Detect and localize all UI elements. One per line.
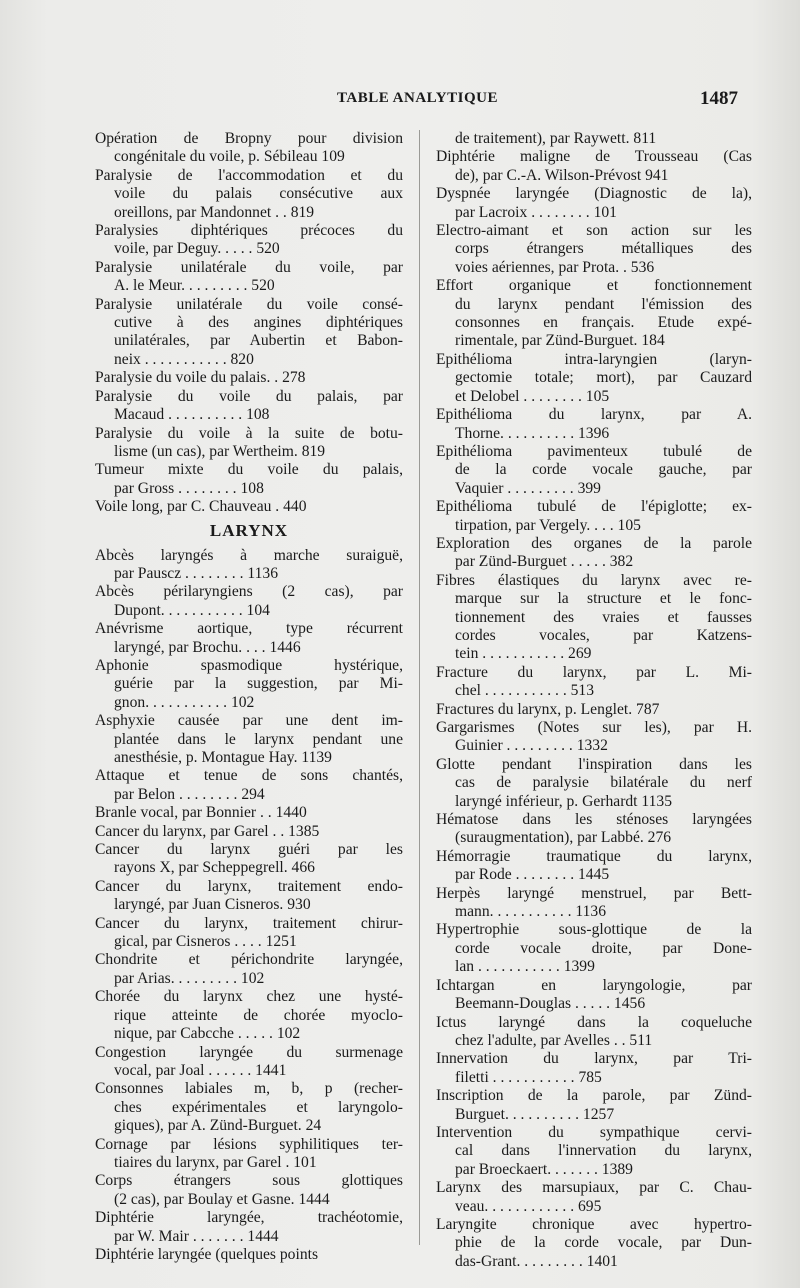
entry-continuation-line: Dupont. . . . . . . . . . . 104 [114, 601, 270, 619]
index-entry [95, 988, 403, 1043]
left-entries-after [95, 547, 403, 1265]
entry-continuation-line: cordes vocales, par Katzens- [455, 626, 752, 644]
entry-continuation-line: Burguet. . . . . . . . . . 1257 [455, 1105, 615, 1123]
index-entry [95, 804, 403, 822]
entry-continuation-line: par Broeckaert. . . . . . . 1389 [455, 1160, 633, 1178]
index-entry [95, 498, 403, 516]
entry-heading-line: Paralysies diphtériques précoces du [95, 222, 403, 240]
entry-continuation-line: tein . . . . . . . . . . . 269 [455, 645, 592, 663]
entry-heading-line: Ictus laryngé dans la coqueluche [436, 1013, 752, 1031]
index-entry [95, 259, 403, 296]
index-entry [436, 535, 752, 572]
entry-continuation-line: giques), par A. Zünd-Burguet. 24 [114, 1117, 322, 1135]
entry-heading-line: Abcès laryngés à marche suraiguë, [95, 546, 403, 564]
entry-heading-line: Cancer du larynx guéri par les [95, 841, 403, 859]
entry-heading-line: Diphtérie laryngée (quelques points [95, 1245, 319, 1263]
index-entry [95, 425, 403, 462]
entry-continuation-line: Thorne. . . . . . . . . . 1396 [455, 424, 610, 442]
index-entry [95, 1172, 403, 1209]
entry-heading-line: Paralysie du voile du palais, par [95, 387, 403, 405]
entry-continuation-line: filetti . . . . . . . . . . . 785 [455, 1068, 602, 1086]
index-entry [95, 369, 403, 387]
index-entry [95, 878, 403, 915]
entry-continuation-line: gectomie totale; mort), par Cauzard [455, 369, 752, 387]
entry-continuation-line: chel . . . . . . . . . . . 513 [455, 682, 595, 700]
entry-heading-line: Congestion laryngée du surmenage [95, 1043, 403, 1061]
entry-heading-line: Tumeur mixte du voile du palais, [95, 461, 403, 479]
entry-continuation-line: congénitale du voile, p. Sébileau 109 [114, 148, 345, 166]
entry-continuation-line: gical, par Cisneros . . . . 1251 [114, 933, 297, 951]
index-entry [436, 701, 752, 719]
index-entry [95, 167, 403, 222]
entry-heading-line: Intervention du sympathique cervi- [436, 1123, 752, 1141]
entry-heading-line: Ichtargan en laryngologie, par [436, 976, 752, 994]
entry-continuation-line: phie de la corde vocale, par Dun- [455, 1234, 752, 1252]
entry-heading-line: Asphyxie causée par une dent im- [95, 712, 403, 730]
entry-continuation-line: cal dans l'innervation du larynx, [455, 1142, 752, 1160]
entry-continuation-line: voile du palais consécutive aux [114, 185, 403, 203]
entry-continuation-line: cas de paralysie bilatérale du nerf [455, 774, 752, 792]
running-title: TABLE ANALYTIQUE [337, 90, 498, 106]
entry-heading-line: Paralysie unilatérale du voile consé- [95, 295, 403, 313]
entry-continuation-line: rique atteinte de chorée myoclo- [114, 1006, 403, 1024]
index-entry [95, 823, 403, 841]
entry-continuation-line: anesthésie, p. Montague Hay. 1139 [114, 749, 332, 766]
entry-heading-line: Hématose dans les sténoses laryngées [436, 811, 752, 829]
index-entry [436, 664, 752, 701]
entry-continuation-line: par Gross . . . . . . . . 108 [114, 479, 264, 497]
entry-continuation-line: consonnes en français. Etude expé- [455, 314, 752, 332]
entry-continuation-line: voies aériennes, par Prota. . 536 [455, 258, 655, 276]
entry-continuation-line: marque sur la structure et le fonc- [455, 590, 752, 608]
index-entry [95, 547, 403, 584]
entry-heading-line: Diphtérie laryngée, trachéotomie, [95, 1209, 403, 1227]
entry-heading-line: Epithélioma du larynx, par A. [436, 406, 752, 424]
entry-heading-line: Corps étrangers sous glottiques [95, 1172, 403, 1190]
index-entry [436, 1050, 752, 1087]
entry-continuation-line: du larynx pendant l'émission des [455, 295, 752, 313]
entry-heading-line: Fractures du larynx, p. Lenglet. 787 [436, 700, 660, 718]
entry-heading-line: Glotte pendant l'inspiration dans les [436, 755, 752, 773]
index-entry [436, 885, 752, 922]
entry-heading-line: Fibres élastiques du larynx avec re- [436, 571, 752, 589]
entry-continuation-line: tionnement des vraies et fausses [455, 608, 752, 626]
entry-heading-line: Epithélioma pavimenteux tubulé de [436, 442, 752, 460]
entry-continuation-line: par Arias. . . . . . . . . 102 [114, 969, 265, 987]
entry-continuation-line: tiaires du larynx, par Garel . 101 [114, 1153, 317, 1171]
entry-continuation-line: lan . . . . . . . . . . . 1399 [455, 958, 595, 976]
index-entry [436, 1087, 752, 1124]
entry-continuation-line: de), par C.-A. Wilson-Prévost 941 [455, 166, 669, 184]
index-entry [95, 620, 403, 657]
entry-heading-line: Chorée du larynx chez une hysté- [95, 988, 403, 1006]
entry-continuation-line: A. le Meur. . . . . . . . . 520 [114, 277, 275, 295]
left-entries-before [95, 130, 403, 517]
entry-continuation-line: voile, par Deguy. . . . . 520 [114, 240, 280, 258]
right-column [436, 130, 752, 1271]
entry-continuation-line: lisme (un cas), par Wertheim. 819 [114, 442, 326, 460]
entry-continuation-line: gnon. . . . . . . . . . . 102 [114, 693, 255, 711]
entry-continuation-line: laryngé, par Juan Cisneros. 930 [114, 896, 311, 914]
right-entries [436, 130, 752, 1271]
entry-continuation-line: par Pauscz . . . . . . . . 1136 [114, 564, 278, 582]
entry-heading-line: Opération de Bropny pour division [95, 130, 403, 147]
entry-continuation-line: par Lacroix . . . . . . . . 101 [455, 203, 617, 221]
index-entry [95, 461, 403, 498]
index-entry [436, 185, 752, 222]
entry-continuation-line: de traitement), par Raywett. 811 [455, 130, 657, 147]
entry-continuation-line: et Delobel . . . . . . . . 105 [455, 387, 610, 405]
index-entry [95, 951, 403, 988]
entry-heading-line: Cornage par lésions syphilitiques ter- [95, 1135, 403, 1153]
index-entry [436, 498, 752, 535]
entry-heading-line: Paralysie du voile du palais. . 278 [95, 369, 306, 387]
entry-continuation-line: mann. . . . . . . . . . . 1136 [455, 903, 607, 921]
index-entry [436, 848, 752, 885]
index-entry [436, 1179, 752, 1216]
index-entry [95, 1044, 403, 1081]
index-entry [436, 1216, 752, 1271]
entry-continuation-line: rimentale, par Zünd-Burguet. 184 [455, 332, 665, 350]
entry-heading-line: Herpès laryngé menstruel, par Bett- [436, 884, 752, 902]
index-entry [436, 1014, 752, 1051]
entry-continuation-line: vocal, par Joal . . . . . . 1441 [114, 1061, 287, 1079]
index-entry [95, 657, 403, 712]
entry-heading-line: Cancer du larynx, traitement endo- [95, 877, 403, 895]
index-entry [436, 811, 752, 848]
index-entry [95, 222, 403, 259]
entry-continuation-line: veau. . . . . . . . . . . . 695 [455, 1197, 602, 1215]
entry-continuation-line: cutive à des angines diphtériques [114, 314, 403, 332]
index-entry [95, 583, 403, 620]
entry-heading-line: Epithélioma tubulé de l'épiglotte; ex- [436, 498, 752, 516]
page-number: 1487 [700, 88, 738, 109]
entry-continuation-line: laryngé, par Brochu. . . . 1446 [114, 638, 301, 656]
entry-heading-line: Paralysie unilatérale du voile, par [95, 258, 403, 276]
index-entry [95, 1209, 403, 1246]
index-entry [95, 388, 403, 425]
entry-continuation-line: das-Grant. . . . . . . . . 1401 [455, 1252, 618, 1270]
entry-heading-line: Laryngite chronique avec hypertro- [436, 1215, 752, 1233]
entry-continuation-line: tirpation, par Vergely. . . . 105 [455, 516, 641, 534]
entry-heading-line: Consonnes labiales m, b, p (recher- [95, 1080, 403, 1098]
entry-continuation-line: Macaud . . . . . . . . . . 108 [114, 406, 270, 424]
entry-heading-line: Epithélioma intra-laryngien (laryn- [436, 350, 752, 368]
entry-heading-line: Attaque et tenue de sons chantés, [95, 767, 403, 785]
entry-continuation-line: corps étrangers métalliques des [455, 240, 752, 258]
entry-continuation-line: corde vocale droite, par Done- [455, 939, 752, 957]
index-entry [95, 915, 403, 952]
entry-heading-line: Voile long, par C. Chauveau . 440 [95, 498, 307, 516]
entry-heading-line: Aphonie spasmodique hystérique, [95, 656, 403, 674]
index-entry [436, 443, 752, 498]
index-entry [95, 296, 403, 370]
index-entry [436, 1124, 752, 1179]
entry-continuation-line: oreillons, par Mandonnet . . 819 [114, 203, 315, 221]
entry-heading-line: Effort organique et fonctionnement [436, 277, 752, 295]
entry-heading-line: Paralysie de l'accommodation et du [95, 166, 403, 184]
index-entry [436, 572, 752, 664]
entry-continuation-line: neix . . . . . . . . . . . 820 [114, 350, 254, 368]
index-entry [95, 712, 403, 767]
entry-heading-line: Abcès périlaryngiens (2 cas), par [95, 583, 403, 601]
entry-continuation-line: guérie par la suggestion, par Mi- [114, 675, 403, 693]
entry-continuation-line: laryngé inférieur, p. Gerhardt 1135 [455, 792, 673, 810]
section-heading-larynx: LARYNX [209, 520, 289, 540]
index-entry [436, 756, 752, 811]
index-entry [436, 719, 752, 756]
entry-heading-line: Chondrite et périchondrite laryngée, [95, 951, 403, 969]
entry-heading-line: Cancer du larynx, traitement chirur- [95, 914, 403, 932]
entry-heading-line: Exploration des organes de la parole [436, 534, 752, 552]
entry-continuation-line: Vaquier . . . . . . . . . 399 [455, 479, 601, 497]
entry-continuation-line: par Rode . . . . . . . . 1445 [455, 866, 610, 884]
entry-heading-line: Fracture du larynx, par L. Mi- [436, 663, 752, 681]
index-entry [95, 767, 403, 804]
entry-continuation-line: (2 cas), par Boulay et Gasne. 1444 [114, 1190, 330, 1208]
index-entry [95, 130, 403, 167]
entry-continuation-line: rayons X, par Scheppegrell. 466 [114, 859, 315, 877]
entry-heading-line: Gargarismes (Notes sur les), par H. [436, 719, 752, 736]
entry-heading-line: Larynx des marsupiaux, par C. Chau- [436, 1179, 752, 1197]
entry-continuation-line: nique, par Cabcche . . . . . 102 [114, 1025, 301, 1043]
index-entry [436, 977, 752, 1014]
page-header [0, 88, 800, 114]
entry-heading-line: Diphtérie maligne de Trousseau (Cas [436, 148, 752, 166]
entry-continuation-line: par Belon . . . . . . . . 294 [114, 785, 265, 803]
index-entry [436, 277, 752, 351]
entry-heading-line: Inscription de la parole, par Zünd- [436, 1087, 752, 1105]
entry-heading-line: Cancer du larynx, par Garel . . 1385 [95, 822, 320, 840]
entry-heading-line: Paralysie du voile à la suite de botu- [95, 424, 403, 442]
entry-continuation-line: unilatérales, par Aubertin et Babon- [114, 332, 403, 350]
index-entry [436, 222, 752, 277]
entry-heading-line: Hémorragie traumatique du larynx, [436, 847, 752, 865]
entry-continuation-line: par W. Mair . . . . . . . 1444 [114, 1227, 279, 1245]
index-entry [95, 841, 403, 878]
entry-continuation-line: chez l'adulte, par Avelles . . 511 [455, 1031, 653, 1049]
entry-heading-line: Branle vocal, par Bonnier . . 1440 [95, 804, 307, 822]
entry-heading-line: Dyspnée laryngée (Diagnostic de la), [436, 185, 752, 203]
index-entry [95, 1136, 403, 1173]
entry-heading-line: Anévrisme aortique, type récurrent [95, 620, 403, 638]
index-entry [95, 1246, 403, 1264]
entry-heading-line: Electro-aimant et son action sur les [436, 222, 752, 240]
entry-heading-line: Innervation du larynx, par Tri- [436, 1050, 752, 1068]
index-entry [436, 406, 752, 443]
column-divider [419, 130, 420, 1245]
entry-continuation-line: par Zünd-Burguet . . . . . 382 [455, 553, 634, 571]
entry-continuation-line: Guinier . . . . . . . . . 1332 [455, 737, 608, 755]
entry-continuation-line: (suraugmentation), par Labbé. 276 [455, 829, 672, 847]
index-entry [95, 1080, 403, 1135]
index-entry [436, 351, 752, 406]
entry-continuation-line: plantée dans le larynx pendant une [114, 730, 403, 748]
entry-continuation-line: de la corde vocale gauche, par [455, 461, 752, 479]
entry-heading-line: Hypertrophie sous-glottique de la [436, 921, 752, 939]
entry-continuation-line: ches expérimentales et laryngolo- [114, 1098, 403, 1116]
index-entry [436, 148, 752, 185]
entry-continuation-line: Beemann-Douglas . . . . . 1456 [455, 995, 646, 1013]
index-entry [436, 921, 752, 976]
index-entry [436, 130, 752, 148]
left-column [95, 130, 403, 1264]
